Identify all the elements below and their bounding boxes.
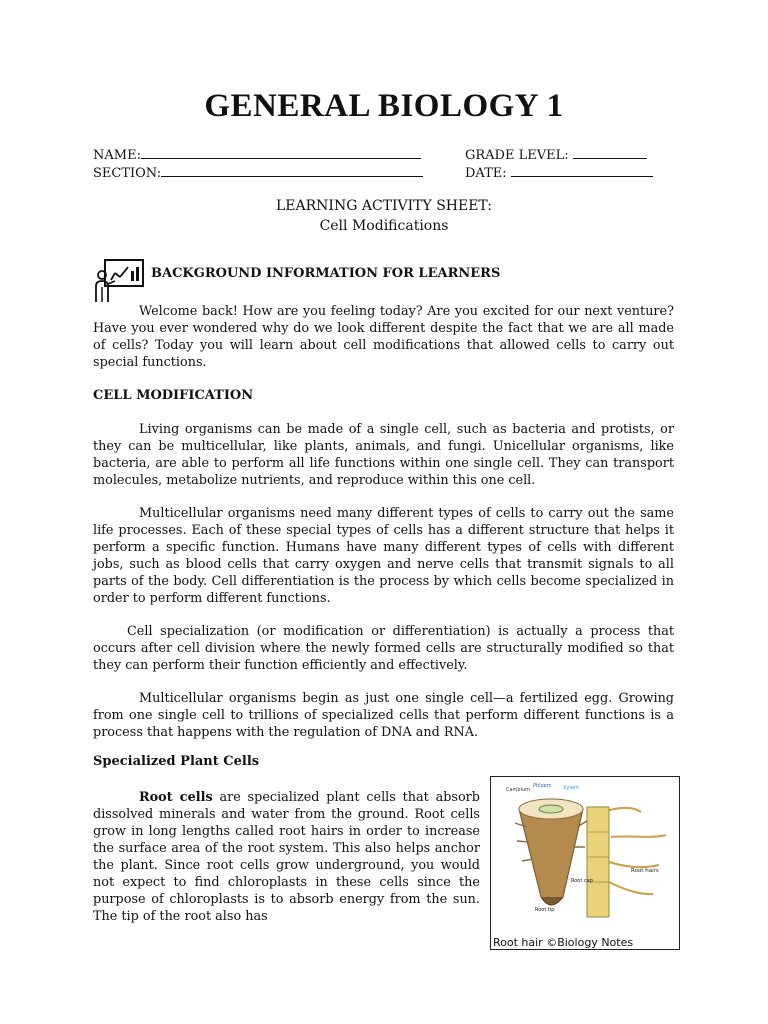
sheet-heading: LEARNING ACTIVITY SHEET: xyxy=(276,198,492,214)
teacher-presentation-icon xyxy=(93,257,145,305)
cell-modification-paragraph-4: Multicellular organisms begin as just one single cell—a fertilized egg. Growing from one single cell to trillions of specialized cells that perform different functions is a process that happens with the regulation of DNA and RNA. xyxy=(93,691,674,740)
xylem-label: Xylem xyxy=(563,785,579,791)
grade-line[interactable] xyxy=(573,146,647,159)
root-tip-label: Root tip xyxy=(535,907,555,913)
cell-modification-paragraph-2: Multicellular organisms need many different types of cells to carry out the same life processes. Each of these special types of cells has a different structure that helps it perform a specific function. Humans have many different types of cells with different jobs, such as blood cells that carry oxygen and nerve cells that transmit signals to all parts of the body. Cell differentiation is the process by which cells become specialized in order to perform different functions. xyxy=(93,506,674,606)
phloem-label: Phloem xyxy=(533,783,552,789)
date-line[interactable] xyxy=(511,164,653,177)
cell-modification-paragraph-1: Living organisms can be made of a single cell, such as bacteria and protists, or they can be multicellular, like plants, animals, and fungi. Unicellular organisms, like bacteria, are able to perform all life functions within one single cell. They can transport molecules, metabolize nutrients, and reproduce within this one cell. xyxy=(93,422,674,488)
figure-caption: Root hair ©Biology Notes xyxy=(493,936,634,949)
page-title: GENERAL BIOLOGY 1 xyxy=(204,88,564,124)
root-cells-text: are specialized plant cells that absorb dissolved minerals and water from the ground. Root cells grow in long lengths called root hairs in order to increase the surface area of the root system. This also helps anchor the plant. Since root cells grow underground, you would not expect to find chloroplasts in these cells since the purpose of chloroplasts is to absorb energy from the sun. The tip of the root also has xyxy=(93,790,480,924)
root-hairs-label: Root hairs xyxy=(631,868,659,874)
date-label: DATE: xyxy=(465,166,507,181)
background-heading: BACKGROUND INFORMATION FOR LEARNERS xyxy=(151,266,501,281)
section-label: SECTION: xyxy=(93,166,162,181)
root-hair-diagram xyxy=(491,777,679,931)
root-hair-figure xyxy=(490,776,680,950)
cambium-label: Cambium xyxy=(506,787,531,793)
root-cap-label: Root cap xyxy=(571,878,593,884)
root-cells-term: Root cells xyxy=(139,790,213,805)
date-field xyxy=(465,164,653,181)
name-line[interactable] xyxy=(141,146,421,159)
cell-modification-heading: CELL MODIFICATION xyxy=(93,388,254,403)
section-field xyxy=(93,164,423,181)
intro-paragraph: Welcome back! How are you feeling today? Are you excited for our next venture? Have you ever wondered why do we look different despite the fact that we are all made of cells? Today you will learn about cell modifications that allowed cells to carry out special functions. xyxy=(93,304,674,370)
root-cells-paragraph xyxy=(93,789,480,925)
sheet-subheading: Cell Modifications xyxy=(319,218,449,234)
section-line[interactable] xyxy=(161,164,423,177)
plant-cells-heading: Specialized Plant Cells xyxy=(93,754,260,769)
grade-label: GRADE LEVEL: xyxy=(465,148,569,163)
grade-field xyxy=(465,146,647,163)
name-label: NAME: xyxy=(93,148,141,163)
cell-modification-paragraph-3: Cell specialization (or modification or differentiation) is actually a process that occurs after cell division where the newly formed cells are structurally modified so that they can perform their function efficiently and effectively. xyxy=(93,624,674,673)
name-field xyxy=(93,146,421,163)
